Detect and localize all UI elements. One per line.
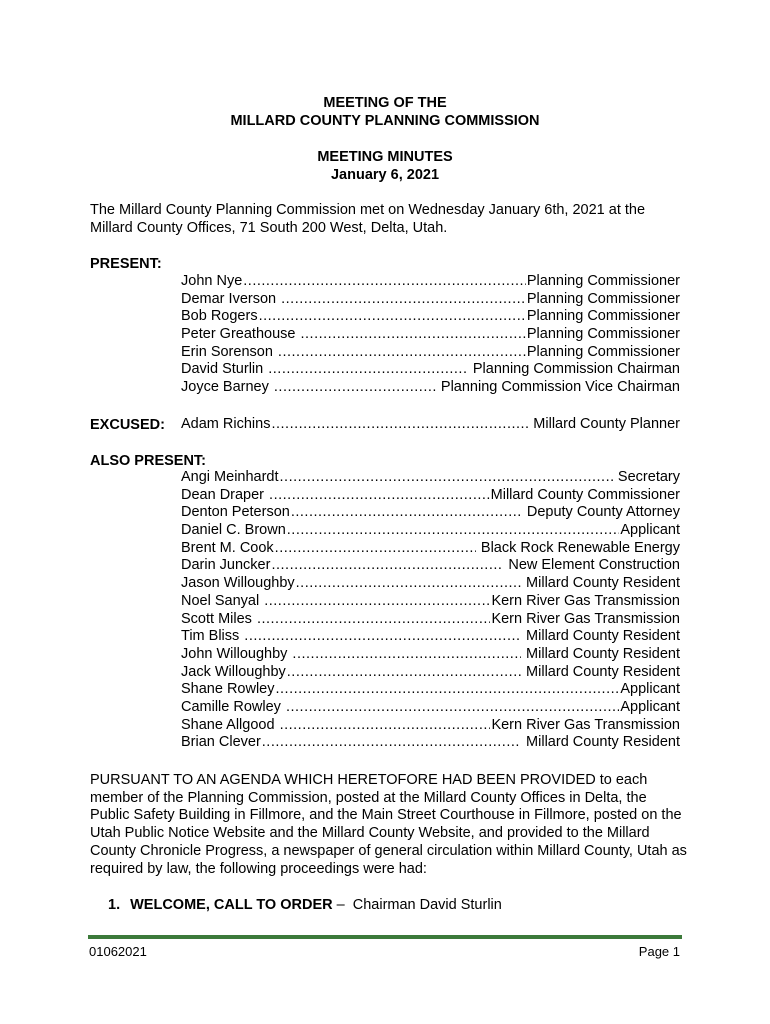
attendee-name: Dean Draper [181,486,269,503]
attendee-name: Denton Peterson [181,504,290,521]
agenda-item-1 [108,896,502,914]
roster-row [181,522,680,540]
dot-leader [292,646,521,664]
attendee-role: Black Rock Renewable Energy [476,539,680,556]
minutes-title: MEETING MINUTES [317,149,453,165]
attendee-name: Demar Iverson [181,290,281,307]
attendee-name: John Nye [181,273,243,289]
attendee-name: Bob Rogers [181,308,258,325]
attendee-name: John Willoughby [181,645,292,662]
roster-row [181,540,680,558]
roster-row [181,575,680,593]
dot-leader [276,681,620,699]
dot-leader [271,557,503,575]
roster-row [181,344,680,362]
excused-list [181,416,680,434]
dot-leader [287,522,620,540]
roster-row [181,416,680,434]
agenda-item-title: WELCOME, CALL TO ORDER [130,897,333,913]
attendee-role: Millard County Resident [522,628,680,645]
attendee-name: Darin Juncker [181,557,271,574]
dot-leader [296,575,521,593]
attendee-name: Peter Greathouse [181,326,300,343]
present-list [181,273,680,397]
roster-row [181,361,680,379]
attendee-name: Jack Willoughby [181,663,286,680]
attendee-role: Millard County Commissioner [490,486,680,503]
attendee-role: New Element Construction [504,557,680,574]
agenda-item-dash: – [332,897,353,913]
roster-row [181,611,680,629]
attendee-name: Shane Rowley [181,681,275,698]
roster-row [181,717,680,735]
pursuant-paragraph: PURSUANT TO AN AGENDA WHICH HERETOFORE HAD BEEN PROVIDED to each member of the Planning Commission, posted at the Millard County Offices in Delta, the Public Safety Building in Fillmore, and the Main Street Courthouse in Fillmore, posted on the Utah Public Notice Website and the Millard County Website, and provided to the Millard County Chronicle Progress, a newspaper of general circulation within Millard County, Utah as required by law, the following proceedings were had: [90,772,687,877]
dot-leader [280,469,613,487]
also-present-label: ALSO PRESENT: [90,453,207,469]
attendee-name: Tim Bliss [181,628,244,645]
roster-row [181,734,680,752]
attendee-name: Brent M. Cook [181,539,274,556]
roster-row [181,469,680,487]
dot-leader [257,611,491,629]
roster-row [181,487,680,505]
intro-paragraph: The Millard County Planning Commission met on Wednesday January 6th, 2021 at the Millard County Offices, 71 South 200 West, Delta, Utah. [90,202,646,236]
attendee-name: Noel Sanyal [181,592,264,609]
excused-label: EXCUSED: [90,417,165,433]
dot-leader [275,540,476,558]
dot-leader [286,699,619,717]
commission-title: MILLARD COUNTY PLANNING COMMISSION [230,113,540,129]
footer-rule [88,935,682,939]
meeting-title: MEETING OF THE [323,95,447,111]
dot-leader [243,273,526,291]
dot-leader [259,308,526,326]
roster-row [181,681,680,699]
attendee-role: Planning Commissioner [526,308,680,325]
attendee-role: Planning Commissioner [526,343,680,360]
attendee-name: Angi Meinhardt [181,469,279,485]
attendee-name: Brian Clever [181,734,261,751]
attendee-role: Planning Commissioner [526,326,680,343]
footer-page-number: Page 1 [638,944,680,959]
dot-leader [291,504,522,522]
roster-row [181,646,680,664]
roster-row [181,308,680,326]
meeting-date: January 6, 2021 [330,167,440,183]
dot-leader [271,416,528,434]
dot-leader [268,361,468,379]
attendee-role: Planning Commissioner [526,273,680,289]
attendee-name: Jason Willoughby [181,575,295,592]
dot-leader [264,593,490,611]
attendee-name: Erin Sorenson [181,343,277,360]
attendee-name: Scott Miles [181,610,256,627]
attendee-role: Millard County Resident [522,575,680,592]
roster-row [181,557,680,575]
attendee-role: Kern River Gas Transmission [491,592,680,609]
attendee-role: Millard County Resident [522,645,680,662]
roster-row [181,379,680,397]
attendee-name: Adam Richins [181,416,271,432]
attendee-role: Millard County Resident [522,734,680,751]
attendee-role: Applicant [620,698,680,715]
attendee-name: David Sturlin [181,361,268,378]
present-label: PRESENT: [90,256,162,272]
attendee-role: Planning Commission Chairman [468,361,680,378]
footer-doc-id: 01062021 [89,944,147,959]
roster-row [181,628,680,646]
dot-leader [244,628,521,646]
dot-leader [262,734,521,752]
dot-leader [281,291,526,309]
attendee-name: Daniel C. Brown [181,522,286,539]
attendee-role: Kern River Gas Transmission [491,716,680,733]
dot-leader [287,664,521,682]
attendee-role: Secretary [613,469,680,485]
attendee-role: Applicant [620,681,680,698]
roster-row [181,273,680,291]
dot-leader [280,717,491,735]
roster-row [181,593,680,611]
attendee-name: Shane Allgood [181,716,279,733]
attendee-role: Kern River Gas Transmission [491,610,680,627]
attendee-role: Applicant [620,522,680,539]
roster-row [181,664,680,682]
dot-leader [274,379,436,397]
roster-row [181,504,680,522]
attendee-role: Millard County Resident [522,663,680,680]
attendee-role: Deputy County Attorney [522,504,680,521]
agenda-item-number: 1. [108,897,121,913]
attendee-role: Planning Commissioner [526,290,680,307]
attendee-name: Joyce Barney [181,379,273,396]
roster-row [181,291,680,309]
roster-row [181,326,680,344]
attendee-name: Camille Rowley [181,698,285,715]
dot-leader [301,326,526,344]
agenda-item-detail: Chairman David Sturlin [352,897,502,913]
attendee-role: Millard County Planner [529,416,680,432]
dot-leader [278,344,526,362]
also-present-list [181,469,680,752]
attendee-role: Planning Commission Vice Chairman [436,379,680,396]
roster-row [181,699,680,717]
dot-leader [269,487,490,505]
